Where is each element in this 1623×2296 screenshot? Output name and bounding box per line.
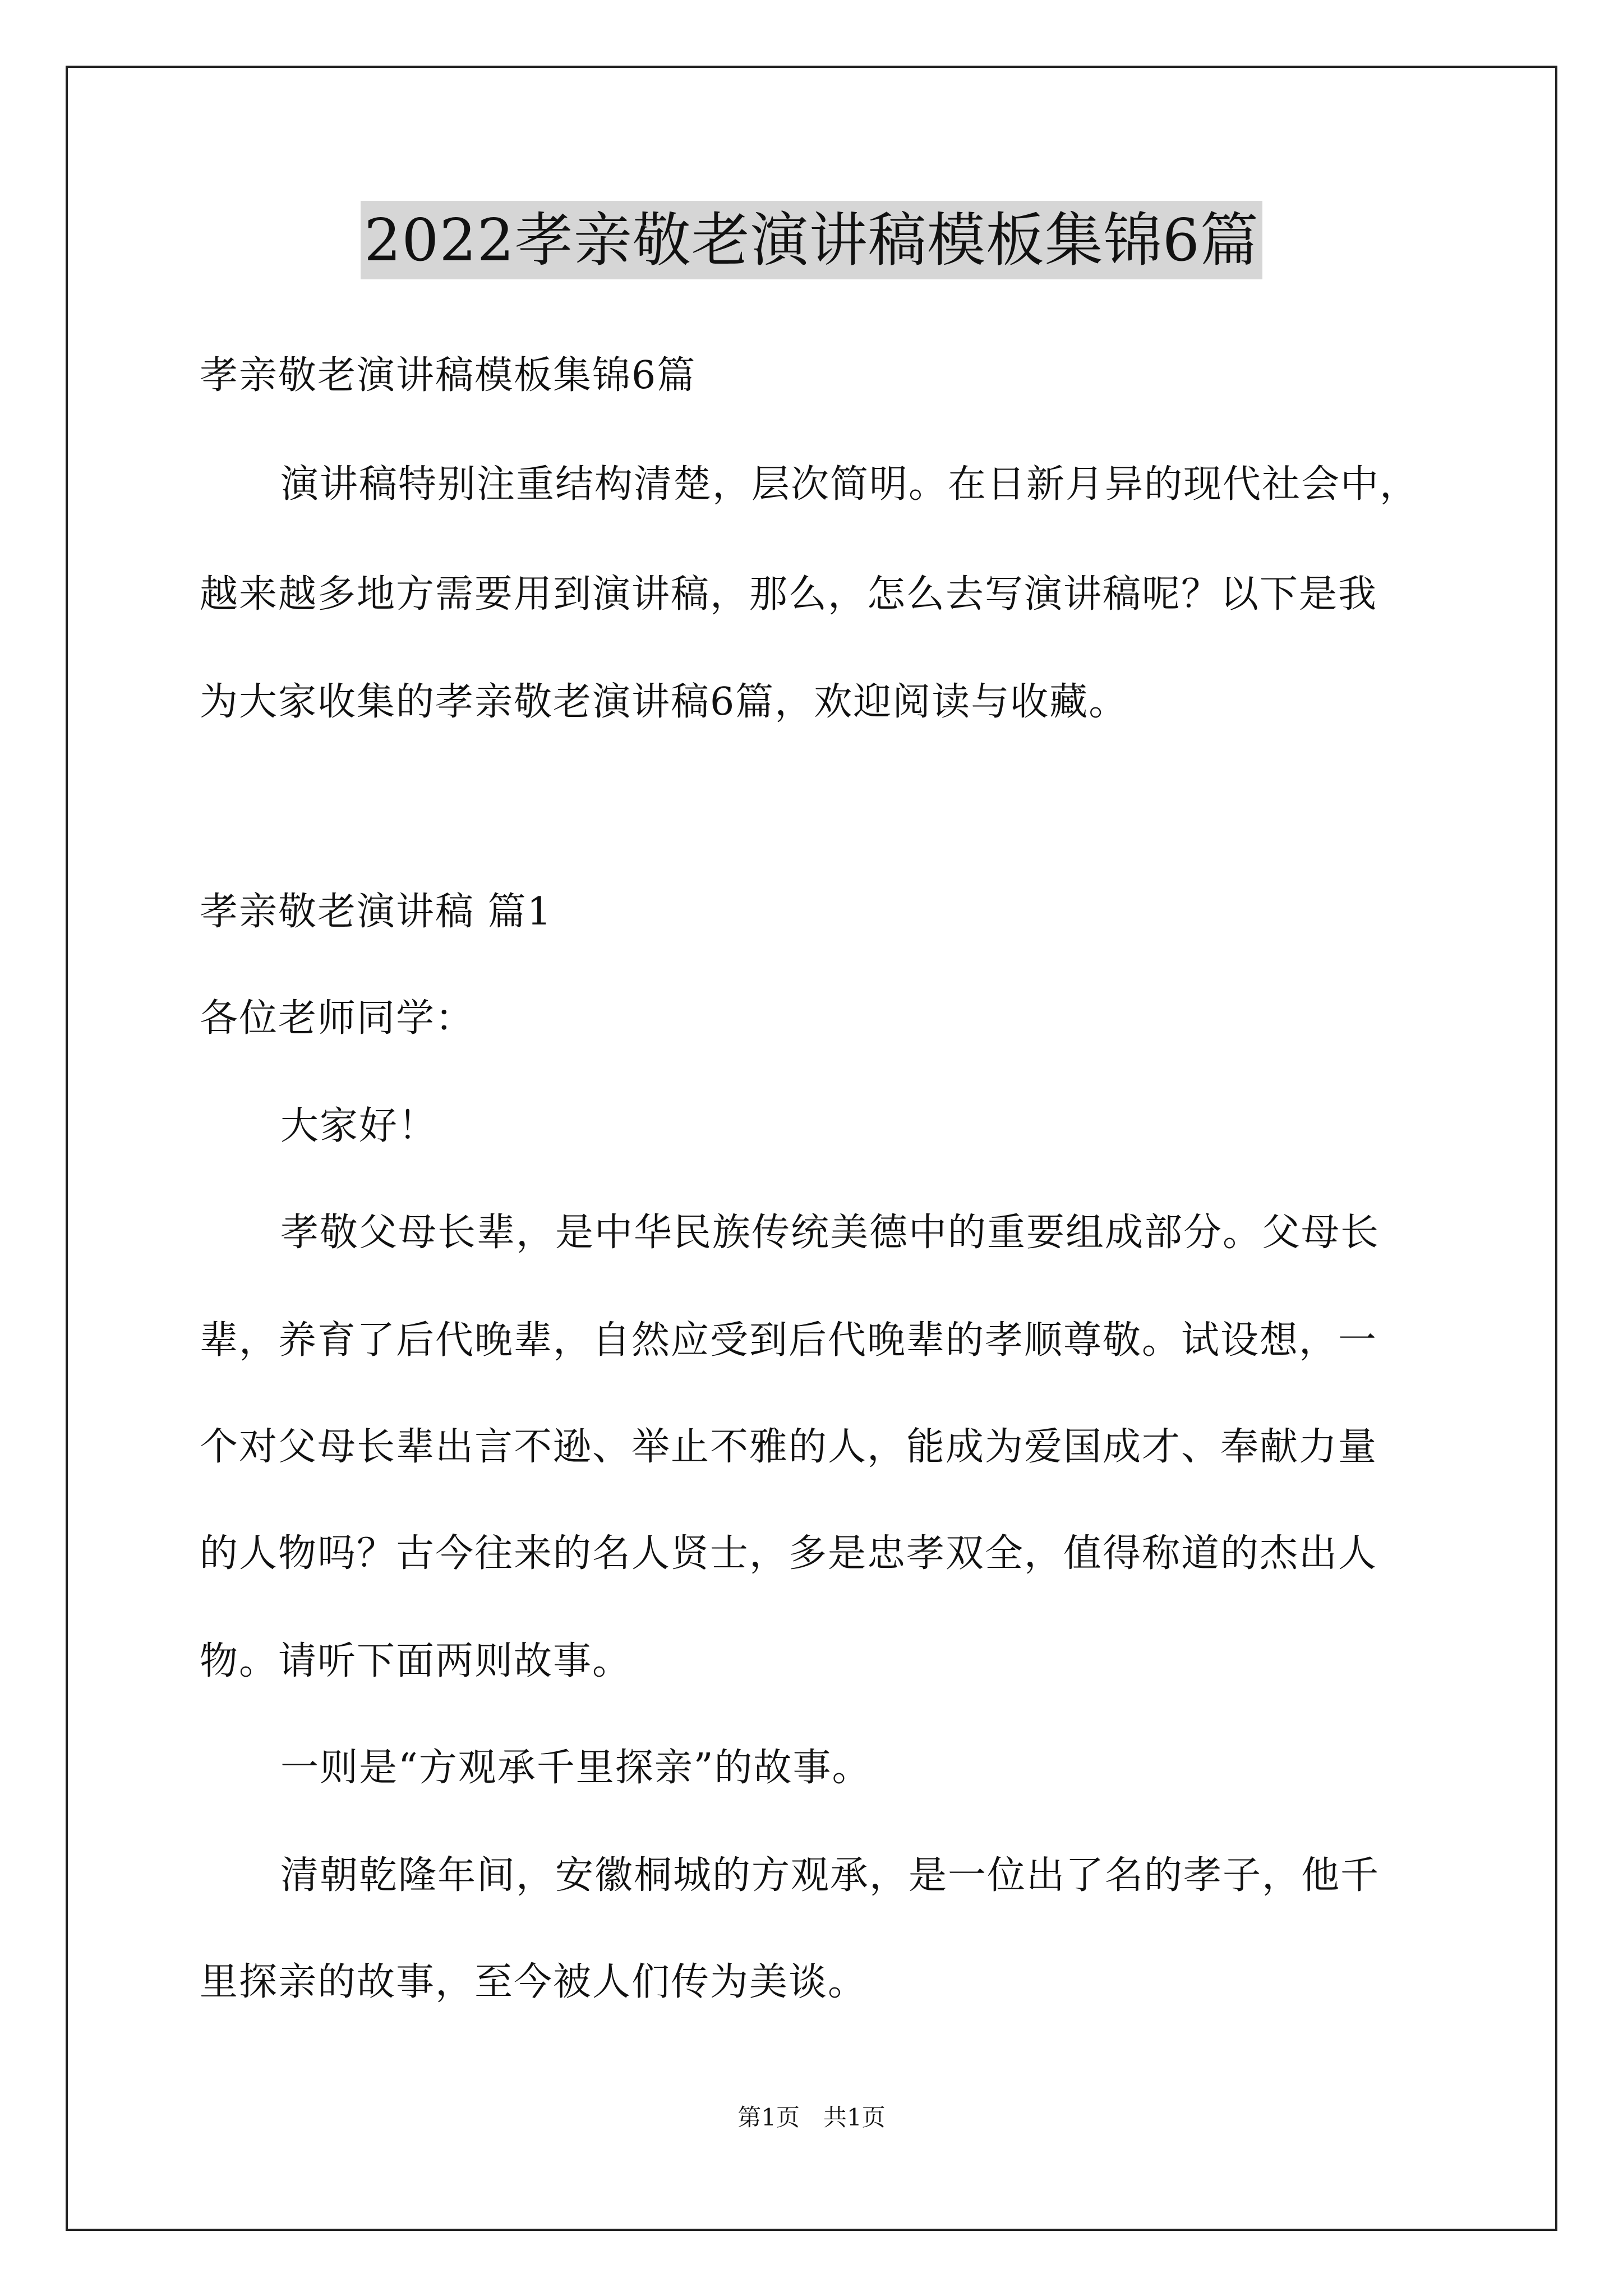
page-footer: 第1页 共1页 [737,2104,886,2131]
paragraph-line: 物。请听下面两则故事。 [200,1639,632,1683]
subtitle-line: 孝亲敬老演讲稿模板集锦6篇 [200,353,697,398]
paragraph-line: 里探亲的故事，至今被人们传为美谈。 [200,1960,868,2004]
document-title[interactable]: 2022孝亲敬老演讲稿模板集锦6篇 [361,201,1262,279]
paragraph-line: 孝敬父母长辈，是中华民族传统美德中的重要组成部分。父母长 [280,1211,1380,1255]
section-heading: 孝亲敬老演讲稿 篇1 [200,890,552,934]
paragraph-line: 辈，养育了后代晚辈，自然应受到后代晚辈的孝顺尊敬。试设想，一 [200,1318,1378,1363]
paragraph-line: 一则是“方观承千里探亲”的故事。 [280,1746,872,1790]
greeting: 大家好！ [280,1104,438,1148]
title-wrap [0,201,1623,279]
salutation: 各位老师同学： [200,996,475,1041]
intro-line: 为大家收集的孝亲敬老演讲稿6篇，欢迎阅读与收藏。 [200,680,1128,724]
paragraph-line: 的人物吗？古今往来的名人贤士，多是忠孝双全，值得称道的杰出人 [200,1531,1378,1576]
intro-line: 演讲稿特别注重结构清楚，层次简明。在日新月异的现代社会中， [280,462,1419,507]
paragraph-line: 清朝乾隆年间，安徽桐城的方观承，是一位出了名的孝子，他千 [280,1853,1380,1898]
paragraph-line: 个对父母长辈出言不逊、举止不雅的人，能成为爱国成才、奉献力量 [200,1425,1378,1469]
intro-line: 越来越多地方需要用到演讲稿，那么，怎么去写演讲稿呢？以下是我 [200,572,1378,616]
